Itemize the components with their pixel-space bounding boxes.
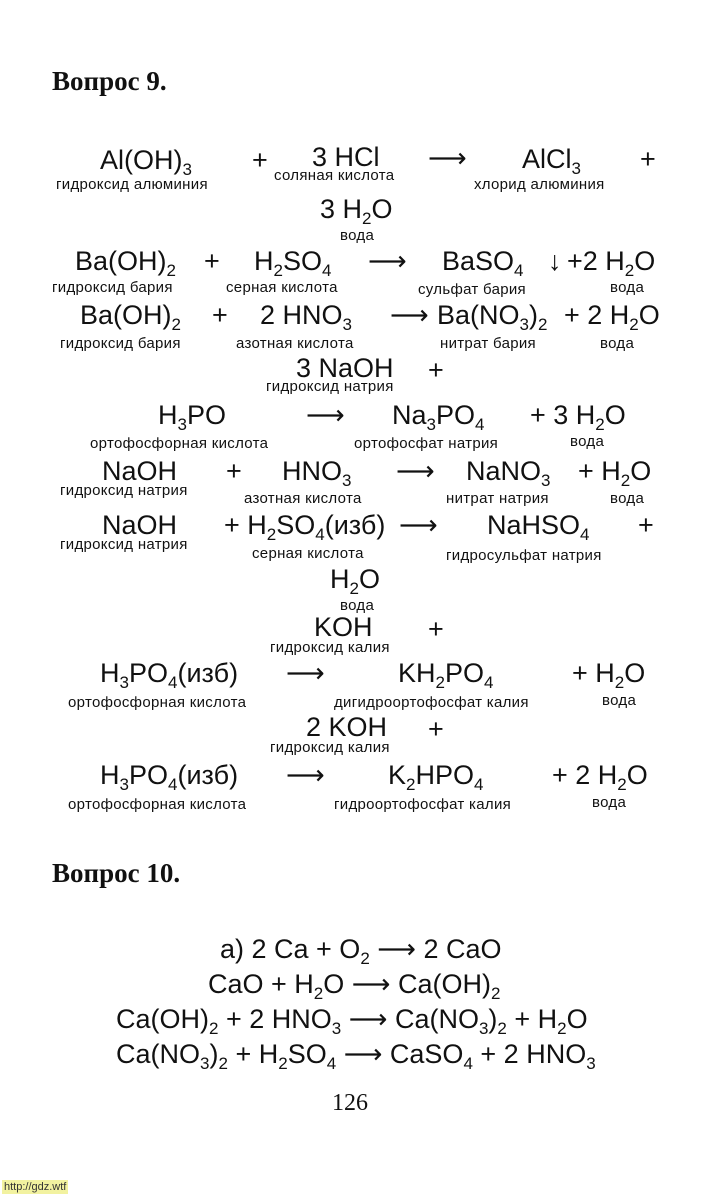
formula-nitric-acid: 2 $HNO_3$ [260,300,352,334]
question-9-heading: Вопрос 9. [52,66,167,96]
formula-sulfuric-acid: $H_2SO_4$ [254,246,332,280]
plus-sign: + [638,510,654,540]
formula-water: + $H_2O$ [578,456,652,490]
formula-water: + 2 $H_2O$ [552,760,648,794]
plus-sign: + [226,456,242,486]
reaction-arrow: ⟶ [286,760,325,790]
precipitate-arrow: ↓ [548,246,562,276]
equation-calcium-nitrate-sulfuric-acid: $Ca(NO_3)_2 + H_2SO_4$ ⟶ CaSO$_4$ + 2 $HNO_3$ [116,1039,596,1073]
label-potassium-hydroxide: гидроксид калия [270,739,390,756]
label-water: вода [600,335,635,352]
formula-barium-sulfate: BaSO$_4$ [442,246,524,280]
formula-barium-hydroxide: $Ba(OH)_2$ [75,246,176,280]
formula-phosphoric-acid-excess: $H_3PO_4(изб)$ [100,658,239,692]
formula-sodium-hydroxide: 3 NaOH [296,353,394,383]
plus-sign: + [640,144,656,174]
label-water: вода [610,279,645,296]
label-sodium-hydroxide: гидроксид натрия [60,482,188,499]
formula-phosphoric-acid-excess: $H_3PO_4(изб)$ [100,760,239,794]
formula-aluminium-chloride: AlCl$_3$ [522,144,581,178]
formula-hcl: 3 HCl [312,142,380,172]
formula-sulfuric-acid-excess: + $H_2SO_4(изб)$ [224,510,386,544]
formula-water: +2 $H_2O$ [567,246,656,280]
reaction-arrow: ⟶ [368,246,407,276]
formula-barium-hydroxide: $Ba(OH)_2$ [80,300,181,334]
label-sulfuric-acid: серная кислота [252,545,364,562]
label-nitric-acid: азотная кислота [244,490,362,507]
label-sulfuric-acid: серная кислота [226,279,338,296]
label-barium-sulfate: сульфат бария [418,281,526,298]
label-sodium-hydroxide: гидроксид натрия [60,536,188,553]
label-aluminium-hydroxide: гидроксид алюминия [56,176,208,193]
formula-potassium-hydroxide: 2 KOH [306,712,388,742]
formula-aluminium-hydroxide: $Al(OH)_3$ [100,145,192,179]
formula-water: + $H_2O$ [572,658,646,692]
label-water: вода [570,433,605,450]
formula-barium-nitrate: $Ba(NO_3)_2$ [437,300,548,334]
label-water: вода [340,227,375,244]
label-sodium-nitrate: нитрат натрия [446,490,549,507]
equation-calcium-oxidation: а) 2 $Ca + O_2$ ⟶ 2 CaO [220,934,502,968]
equation-calcium-hydroxide-nitric-acid: $Ca(OH)_2 + 2$ $HNO_3$ ⟶ $Ca(NO_3)_2 + H_2O$ [116,1004,588,1038]
label-water: вода [592,794,627,811]
plus-sign: + [204,246,220,276]
formula-nitric-acid: $HNO_3$ [282,456,352,490]
formula-water: + 3 $H_2O$ [530,400,626,434]
formula-phosphoric-acid: $H_3PO$ [158,400,226,434]
equation-calcium-oxide-hydration: CaO + $H_2O$ ⟶ $Ca(OH)_2$ [208,969,501,1003]
formula-water: $H_2O$ [330,564,380,598]
formula-sodium-phosphate: $Na_3PO_4$ [392,400,485,434]
question-10-heading: Вопрос 10. [52,858,181,888]
formula-potassium-hydrogen-phosphate: $K_2HPO_4$ [388,760,484,794]
label-water: вода [610,490,645,507]
label-potassium-hydroxide: гидроксид калия [270,639,390,656]
label-sodium-hydrosulfate: гидросульфат натрия [446,547,602,564]
reaction-arrow: ⟶ [286,658,325,688]
formula-sodium-hydroxide: NaOH [102,456,178,486]
label-phosphoric-acid: ортофосфорная кислота [68,694,247,711]
reaction-arrow: ⟶ [399,510,438,540]
plus-sign: + [428,355,444,385]
plus-sign: + [428,614,444,644]
label-barium-nitrate: нитрат бария [440,335,536,352]
label-barium-hydroxide: гидроксид бария [60,335,181,352]
label-potassium-dihydrogen-phosphate: дигидроортофосфат калия [334,694,529,711]
watermark-link[interactable]: http://gdz.wtf [4,1181,67,1193]
plus-sign: + [428,714,444,744]
label-phosphoric-acid: ортофосфорная кислота [90,435,269,452]
reaction-arrow: ⟶ [306,400,345,430]
plus-sign: + [212,300,228,330]
label-sodium-phosphate: ортофосфат натрия [354,435,499,452]
label-water: вода [340,597,375,614]
reaction-arrow: ⟶ [396,456,435,486]
plus-sign: + [252,145,268,175]
label-aluminium-chloride: хлорид алюминия [474,176,605,193]
label-phosphoric-acid: ортофосфорная кислота [68,796,247,813]
label-sodium-hydroxide: гидроксид натрия [266,378,394,395]
formula-sodium-hydroxide: NaOH [102,510,178,540]
page-number: 126 [332,1090,368,1116]
formula-potassium-dihydrogen-phosphate: $KH_2PO_4$ [398,658,494,692]
reaction-arrow: ⟶ [390,300,429,330]
label-hydrochloric-acid: соляная кислота [274,167,395,184]
label-water: вода [602,692,637,709]
formula-potassium-hydroxide: KOH [314,612,373,642]
label-potassium-hydrogen-phosphate: гидроортофосфат калия [334,796,512,813]
formula-sodium-hydrosulfate: NaHSO$_4$ [487,510,590,544]
formula-water: 3 $H_2O$ [320,194,393,228]
label-nitric-acid: азотная кислота [236,335,354,352]
label-barium-hydroxide: гидроксид бария [52,279,173,296]
reaction-arrow: ⟶ [428,143,467,173]
formula-water: + 2 $H_2O$ [564,300,660,334]
formula-sodium-nitrate: NaNO$_3$ [466,456,551,490]
